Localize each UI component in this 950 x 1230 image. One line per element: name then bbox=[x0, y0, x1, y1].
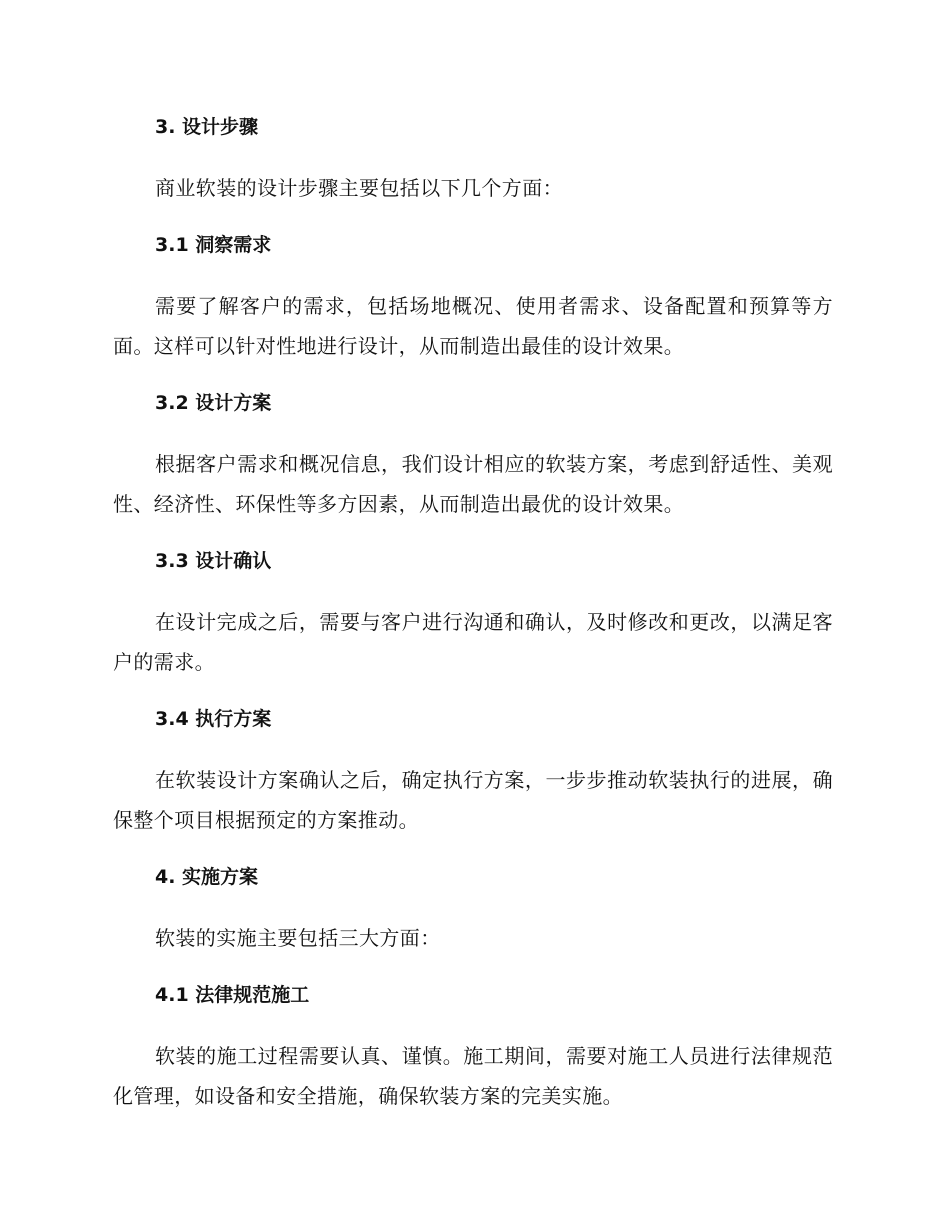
section-heading-4: 4. 实施方案 bbox=[155, 866, 259, 888]
section-4-intro-paragraph: 软装的实施主要包括三大方面： bbox=[155, 926, 441, 950]
document-body bbox=[113, 112, 833, 1116]
section-3-4-paragraph: 在软装设计方案确认之后，确定执行方案，一步步推动软装执行的进展，确保整个项目根据预定的方案推动。 bbox=[113, 768, 833, 832]
section-3-3-paragraph: 在设计完成之后，需要与客户进行沟通和确认，及时修改和更改，以满足客户的需求。 bbox=[113, 610, 833, 674]
section-heading-4-1: 4.1 法律规范施工 bbox=[155, 984, 310, 1006]
section-heading-3-2: 3.2 设计方案 bbox=[155, 392, 272, 414]
section-heading-3-4: 3.4 执行方案 bbox=[155, 708, 272, 730]
section-heading-3: 3. 设计步骤 bbox=[155, 116, 259, 138]
section-heading-3-3: 3.3 设计确认 bbox=[155, 550, 272, 572]
section-4-1-paragraph: 软装的施工过程需要认真、谨慎。施工期间，需要对施工人员进行法律规范化管理，如设备和安全措施，确保软装方案的完美实施。 bbox=[113, 1044, 833, 1108]
section-3-2-paragraph: 根据客户需求和概况信息，我们设计相应的软装方案，考虑到舒适性、美观性、经济性、环保性等多方因素，从而制造出最优的设计效果。 bbox=[113, 452, 833, 516]
section-3-1-paragraph: 需要了解客户的需求，包括场地概况、使用者需求、设备配置和预算等方面。这样可以针对性地进行设计，从而制造出最佳的设计效果。 bbox=[113, 294, 833, 358]
section-heading-3-1: 3.1 洞察需求 bbox=[155, 234, 272, 256]
section-3-intro-paragraph: 商业软装的设计步骤主要包括以下几个方面： bbox=[155, 176, 563, 200]
